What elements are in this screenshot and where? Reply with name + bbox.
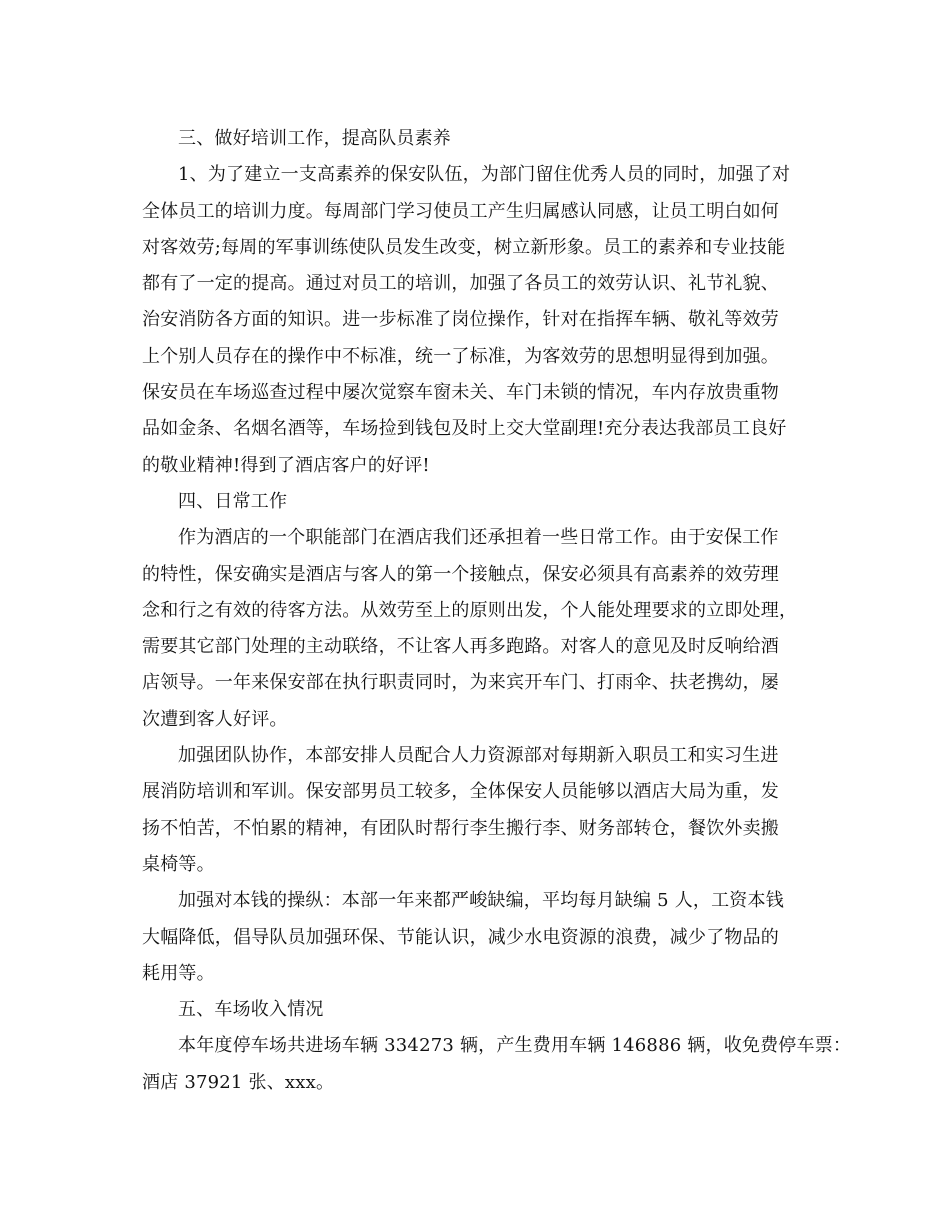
text-line: 上个别人员存在的操作中不标准，统一了标准，为客效劳的思想明显得到加强。 — [142, 345, 779, 367]
text-line: 加强对本钱的操纵：本部一年来都严峻缺编，平均每月缺编 5 人，工资本钱 — [178, 890, 784, 912]
text-line: 加强团队协作，本部安排人员配合人力资源部对每期新入职员工和实习生进 — [178, 745, 779, 767]
text-line: 五、车场收入情况 — [178, 999, 324, 1021]
text-line: 桌椅等。 — [142, 853, 215, 875]
text-line: 酒店 37921 张、xxx。 — [142, 1071, 335, 1093]
text-line: 店领导。一年来保安部在执行职责同时，为来宾开车门、打雨伞、扶老携幼，屡 — [142, 672, 779, 694]
text-line: 作为酒店的一个职能部门在酒店我们还承担着一些日常工作。由于安保工作 — [178, 527, 779, 549]
text-line: 耗用等。 — [142, 962, 215, 984]
text-line: 大幅降低，倡导队员加强环保、节能认识，减少水电资源的浪费，减少了物品的 — [142, 926, 779, 948]
text-line: 四、日常工作 — [178, 490, 288, 512]
text-line: 次遭到客人好评。 — [142, 708, 288, 730]
text-line: 都有了一定的提高。通过对员工的培训，加强了各员工的效劳认识、礼节礼貌、 — [142, 273, 779, 295]
text-line: 的敬业精神!得到了酒店客户的好评! — [142, 454, 430, 476]
text-line: 扬不怕苦，不怕累的精神，有团队时帮行李生搬行李、财务部转仓，餐饮外卖搬 — [142, 817, 779, 839]
text-line: 念和行之有效的待客方法。从效劳至上的原则出发，个人能处理要求的立即处理， — [142, 599, 798, 621]
text-line: 需要其它部门处理的主动联络，不让客人再多跑路。对客人的意见及时反响给酒 — [142, 636, 779, 658]
text-line: 三、做好培训工作，提高队员素养 — [178, 128, 451, 149]
text-line: 对客效劳;每周的军事训练使队员发生改变，树立新形象。员工的素养和专业技能 — [142, 236, 786, 258]
text-line: 保安员在车场巡查过程中屡次觉察车窗未关、车门未锁的情况，车内存放贵重物 — [142, 382, 779, 404]
text-line: 1、为了建立一支高素养的保安队伍，为部门留住优秀人员的同时，加强了对 — [178, 164, 791, 186]
text-line: 全体员工的培训力度。每周部门学习使员工产生归属感认同感，让员工明白如何 — [142, 200, 779, 222]
text-line: 品如金条、名烟名酒等，车场捡到钱包及时上交大堂副理!充分表达我部员工良好 — [142, 418, 787, 440]
text-line: 展消防培训和军训。保安部男员工较多，全体保安人员能够以酒店大局为重，发 — [142, 781, 779, 803]
document-body — [142, 121, 852, 1101]
text-line: 治安消防各方面的知识。进一步标准了岗位操作，针对在指挥车辆、敬礼等效劳 — [142, 309, 779, 331]
text-line: 的特性，保安确实是酒店与客人的第一个接触点，保安必须具有高素养的效劳理 — [142, 563, 779, 585]
text-line: 本年度停车场共进场车辆 334273 辆，产生费用车辆 146886 辆，收免费停车票： — [178, 1035, 852, 1057]
